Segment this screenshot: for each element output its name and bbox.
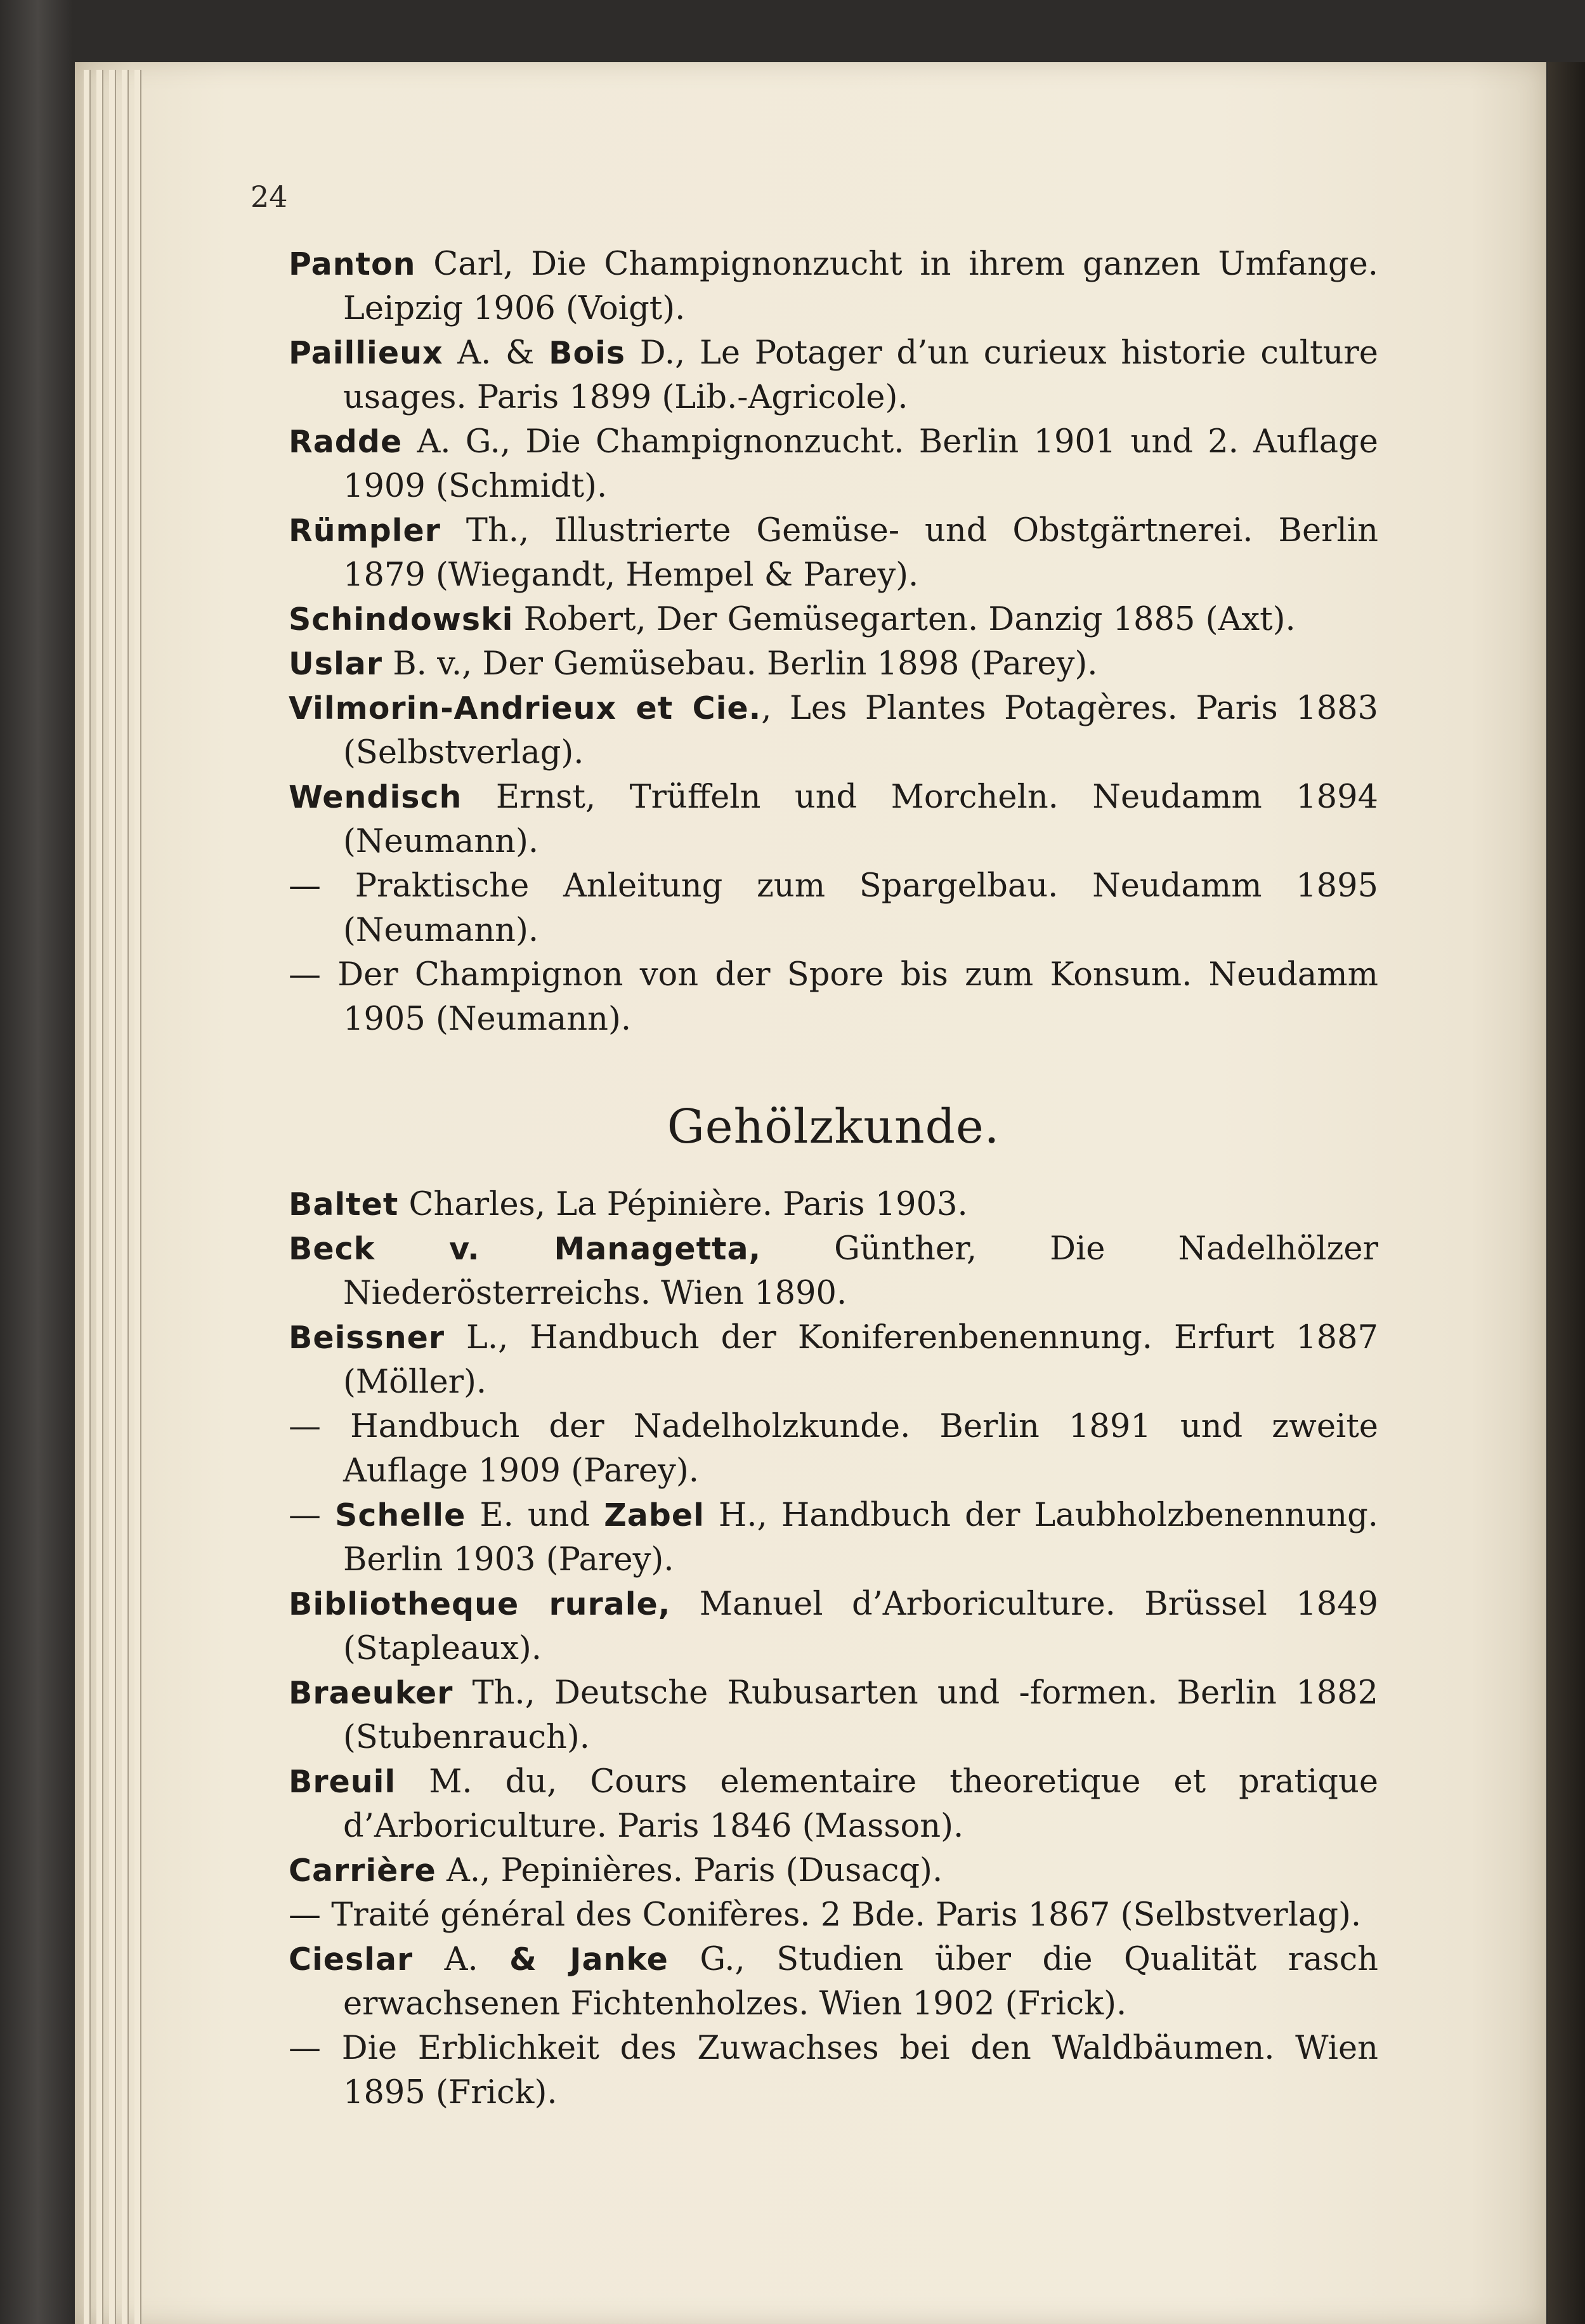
bibliography-entry — [289, 1760, 1378, 1849]
book-binding — [1548, 62, 1585, 2324]
entry-author: Beck v. Managetta, — [289, 1231, 762, 1267]
bibliography-entry — [289, 1849, 1378, 1893]
bibliography-entry — [289, 1893, 1378, 1938]
page-edge — [122, 70, 129, 2324]
bibliography-entry — [289, 1582, 1378, 1671]
entry-text: Die Erblichkeit des Zuwachses bei den Waldbäumen. Wien 1895 (Frick). — [341, 2030, 1379, 2111]
entry-author: Braeuker — [289, 1675, 453, 1711]
entry-coauthor: Bois — [549, 335, 626, 371]
bibliography-entry — [289, 686, 1378, 775]
entry-author: Rümpler — [289, 513, 441, 549]
bibliography-entry — [289, 1183, 1378, 1227]
entry-text: Th., Illustrierte Gemüse- und Obstgärtnerei. Berlin 1879 (Wiegandt, Hempel & Parey). — [343, 512, 1378, 594]
entry-dash: — — [289, 1497, 321, 1534]
entry-text: Handbuch der Nadelholzkunde. Berlin 1891 und zweite Auflage 1909 (Parey). — [343, 1408, 1378, 1490]
entry-author: Wendisch — [289, 779, 462, 815]
entry-author: Uslar — [289, 646, 382, 682]
entry-author: Beissner — [289, 1320, 445, 1356]
bibliography-entry — [289, 1405, 1378, 1494]
page-edge — [96, 70, 103, 2324]
entry-author: Panton — [289, 246, 416, 282]
entry-text: Manuel d’Arboriculture. Brüssel 1849 (Stapleaux). — [343, 1585, 1378, 1667]
entry-author: Schindowski — [289, 601, 514, 638]
entry-text: A. — [413, 1941, 510, 1978]
bibliography-entry — [289, 420, 1378, 509]
bibliography-text — [289, 242, 1378, 2115]
bibliography-entry — [289, 331, 1378, 420]
entry-text: Günther, Die Nadelhölzer Niederösterreichs. Wien 1890. — [343, 1230, 1378, 1312]
entry-dash: — — [289, 1896, 321, 1934]
entry-text: G., Studien über die Qualität rasch erwachsenen Fichtenholzes. Wien 1902 (Frick). — [343, 1941, 1378, 2023]
entry-author: Cieslar — [289, 1941, 414, 1978]
entry-author: Paillieux — [289, 335, 443, 371]
entry-text: A., Pepinières. Paris (Dusacq). — [436, 1852, 943, 1889]
entry-text: Praktische Anleitung zum Spargelbau. Neudamm 1895 (Neumann). — [343, 867, 1378, 949]
entry-author: Bibliotheque rurale, — [289, 1586, 671, 1622]
entry-text: Traité général des Conifères. 2 Bde. Paris 1867 (Selbstverlag). — [331, 1896, 1362, 1934]
entry-text: H., Handbuch der Laubholzbenennung. Berlin 1903 (Parey). — [343, 1497, 1378, 1579]
bibliography-entry — [289, 242, 1378, 331]
bibliography-entry — [289, 953, 1378, 1042]
bibliography-list-woody-plants — [289, 1183, 1378, 2115]
page-edge — [84, 70, 91, 2324]
entry-text: Robert, Der Gemüsegarten. Danzig 1885 (Axt). — [513, 601, 1296, 638]
bibliography-entry — [289, 1316, 1378, 1405]
entry-dash: — — [289, 867, 321, 905]
entry-text: Carl, Die Champignonzucht in ihrem ganzen Umfange. Leipzig 1906 (Voigt). — [343, 246, 1378, 327]
entry-text: B. v., Der Gemüsebau. Berlin 1898 (Parey). — [382, 645, 1098, 683]
page-number: 24 — [251, 180, 288, 214]
page-edge — [134, 70, 141, 2324]
entry-coauthor: & Janke — [509, 1941, 669, 1978]
entry-text: Der Champignon von der Spore bis zum Konsum. Neudamm 1905 (Neumann). — [337, 956, 1378, 1038]
entry-text: Ernst, Trüffeln und Morcheln. Neudamm 1894 (Neumann). — [343, 778, 1378, 860]
bibliography-entry — [289, 1671, 1378, 1760]
entry-author: Radde — [289, 424, 403, 460]
entry-text: Th., Deutsche Rubusarten und -formen. Berlin 1882 (Stubenrauch). — [343, 1674, 1378, 1756]
entry-dash: — — [289, 956, 321, 994]
entry-coauthor: Zabel — [604, 1497, 705, 1533]
entry-dash: — — [289, 1408, 321, 1445]
bibliography-entry — [289, 775, 1378, 864]
entry-dash: — — [289, 2030, 321, 2067]
page-edge — [109, 70, 116, 2324]
entry-text: E. und — [466, 1497, 604, 1534]
entry-author: Vilmorin-Andrieux et Cie. — [289, 690, 762, 726]
bibliography-entry — [289, 2026, 1378, 2115]
bibliography-entry — [289, 509, 1378, 598]
bibliography-entry — [289, 598, 1378, 642]
entry-text: A. G., Die Champignonzucht. Berlin 1901 und 2. Auflage 1909 (Schmidt). — [343, 423, 1378, 505]
bibliography-entry — [289, 642, 1378, 686]
entry-text: Charles, La Pépinière. Paris 1903. — [398, 1186, 968, 1223]
section-heading: Gehölzkunde. — [667, 1100, 1000, 1154]
entry-author: Breuil — [289, 1764, 396, 1800]
entry-text: , Les Plantes Potagères. Paris 1883 (Selbstverlag). — [343, 690, 1378, 771]
entry-author: Carrière — [289, 1853, 436, 1889]
bibliography-entry — [289, 1938, 1378, 2026]
entry-text: L., Handbuch der Koniferenbenennung. Erfurt 1887 (Möller). — [343, 1319, 1378, 1401]
bibliography-entry — [289, 864, 1378, 953]
entry-text: D., Le Potager d’un curieux historie culture usages. Paris 1899 (Lib.-Agricole). — [343, 334, 1378, 416]
bibliography-list-vegetables — [289, 242, 1378, 1042]
entry-text: A. & — [443, 334, 549, 372]
entry-author: Schelle — [335, 1497, 466, 1533]
bibliography-entry — [289, 1227, 1378, 1316]
bibliography-entry — [289, 1494, 1378, 1582]
entry-text: M. du, Cours elementaire theoretique et pratique d’Arboriculture. Paris 1846 (Masson). — [343, 1763, 1378, 1845]
entry-author: Baltet — [289, 1186, 399, 1223]
